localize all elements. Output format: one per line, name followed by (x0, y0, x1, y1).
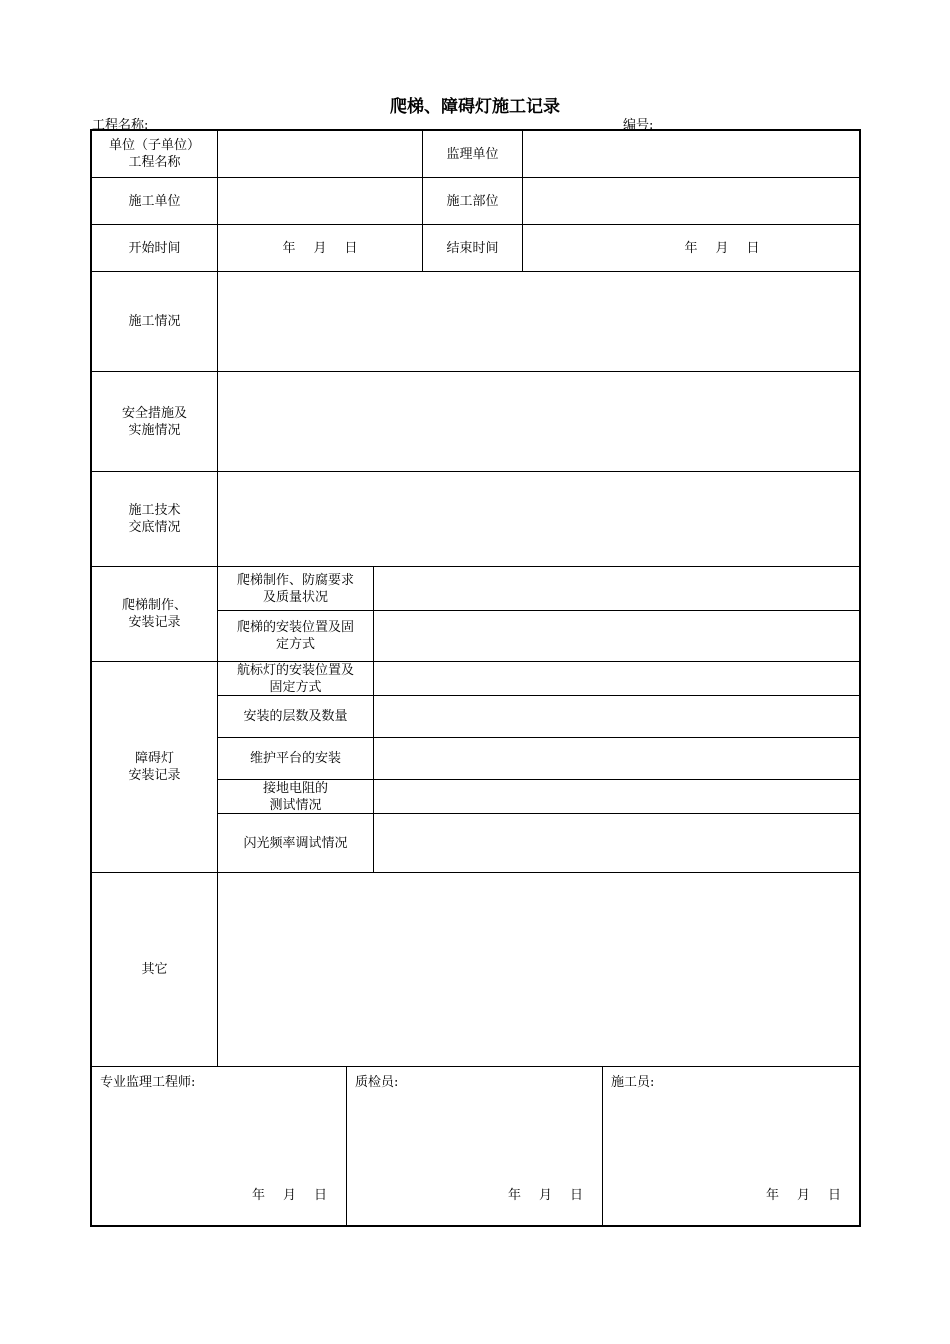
end-time-field[interactable] (523, 225, 859, 272)
light-floors-field[interactable] (374, 696, 859, 738)
ladder-position-label: 爬梯的安装位置及固 定方式 (218, 611, 374, 662)
tech-briefing-field[interactable] (218, 472, 859, 567)
supervisor-label: 专业监理工程师: (100, 1075, 196, 1090)
unit-project-label: 单位（子单位） 工程名称 (92, 131, 218, 178)
number-label: 编号: (623, 118, 654, 133)
supervisor-signature-box[interactable] (92, 1067, 347, 1225)
date-day: 日 (570, 1188, 584, 1203)
date-month: 月 (313, 240, 327, 256)
ladder-quality-label: 爬梯制作、防腐要求 及质量状况 (218, 567, 374, 611)
date-day: 日 (344, 240, 358, 256)
page-title: 爬梯、障碍灯施工记录 (390, 97, 560, 117)
inspector-signature-box[interactable] (347, 1067, 603, 1225)
light-floors-label: 安装的层数及数量 (218, 696, 374, 738)
date-year: 年 (684, 240, 698, 256)
construction-part-label: 施工部位 (423, 178, 523, 225)
record-form (90, 129, 861, 1227)
maintenance-platform-label: 维护平台的安装 (218, 738, 374, 780)
constructor-signature-box[interactable] (603, 1067, 859, 1225)
other-field[interactable] (218, 873, 859, 1067)
ladder-quality-field[interactable] (374, 567, 859, 611)
ladder-record-label: 爬梯制作、 安装记录 (92, 567, 218, 662)
flash-frequency-field[interactable] (374, 814, 859, 873)
date-month: 月 (715, 240, 729, 256)
supervision-unit-label: 监理单位 (423, 131, 523, 178)
grounding-test-label: 接地电阻的 测试情况 (218, 780, 374, 814)
construction-status-label: 施工情况 (92, 272, 218, 372)
construction-unit-label: 施工单位 (92, 178, 218, 225)
inspector-label: 质检员: (355, 1075, 399, 1090)
start-time-label: 开始时间 (92, 225, 218, 272)
date-day: 日 (314, 1188, 328, 1203)
safety-measures-label: 安全措施及 实施情况 (92, 372, 218, 472)
grounding-test-field[interactable] (374, 780, 859, 814)
project-name-label: 工程名称: (92, 118, 149, 133)
tech-briefing-label: 施工技术 交底情况 (92, 472, 218, 567)
light-record-label: 障碍灯 安装记录 (92, 662, 218, 873)
light-position-label: 航标灯的安装位置及 固定方式 (218, 662, 374, 696)
date-year: 年 (282, 240, 296, 256)
constructor-label: 施工员: (611, 1075, 655, 1090)
construction-status-field[interactable] (218, 272, 859, 372)
ladder-position-field[interactable] (374, 611, 859, 662)
flash-frequency-label: 闪光频率调试情况 (218, 814, 374, 873)
date-year: 年 (508, 1188, 522, 1203)
construction-part-field[interactable] (523, 178, 859, 225)
other-label: 其它 (92, 873, 218, 1067)
date-day: 日 (746, 240, 760, 256)
date-month: 月 (539, 1188, 553, 1203)
light-position-field[interactable] (374, 662, 859, 696)
date-year: 年 (766, 1188, 780, 1203)
maintenance-platform-field[interactable] (374, 738, 859, 780)
start-time-field[interactable] (218, 225, 423, 272)
date-month: 月 (283, 1188, 297, 1203)
supervision-unit-field[interactable] (523, 131, 859, 178)
construction-unit-field[interactable] (218, 178, 423, 225)
unit-project-field[interactable] (218, 131, 423, 178)
end-time-label: 结束时间 (423, 225, 523, 272)
date-month: 月 (797, 1188, 811, 1203)
safety-measures-field[interactable] (218, 372, 859, 472)
date-day: 日 (828, 1188, 842, 1203)
date-year: 年 (252, 1188, 266, 1203)
